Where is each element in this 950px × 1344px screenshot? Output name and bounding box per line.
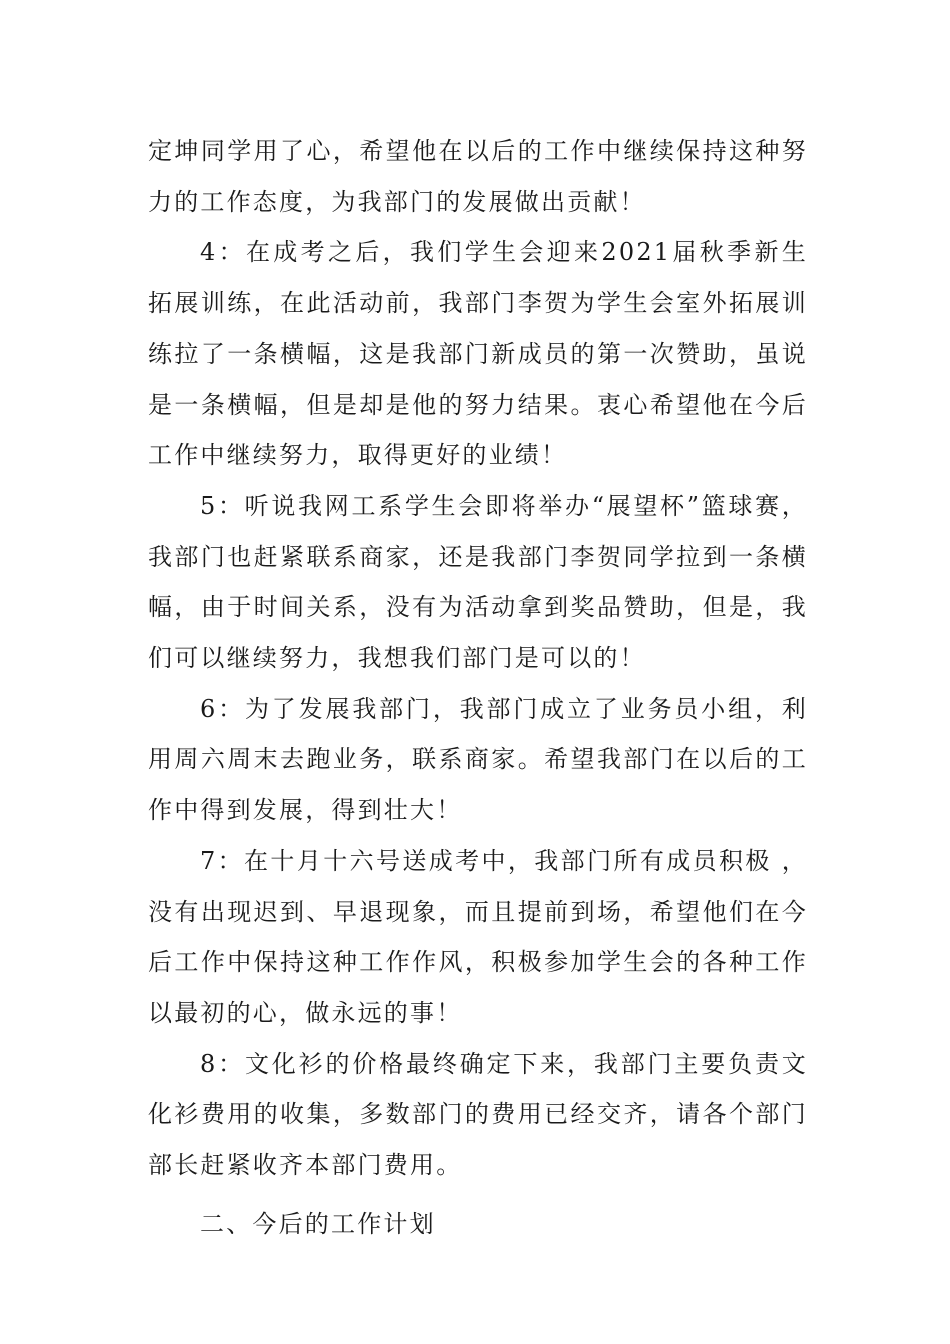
paragraph-continuation: 定坤同学用了心，希望他在以后的工作中继续保持这种努力的工作态度，为我部门的发展做出贡献！	[148, 137, 808, 216]
section-heading: 二、今后的工作计划	[200, 1209, 436, 1238]
document-body	[148, 126, 808, 1249]
paragraph-item-4: 4：在成考之后，我们学生会迎来2021届秋季新生拓展训练，在此活动前，我部门李贺为学生会室外拓展训练拉了一条横幅，这是我部门新成员的第一次赞助，虽说是一条横幅，但是却是他的努力结果。衷心希望他在今后工作中继续努力，取得更好的业绩！	[148, 238, 808, 470]
paragraph-item-5: 5：听说我网工系学生会即将举办“展望杯”篮球赛，我部门也赶紧联系商家，还是我部门李贺同学拉到一条横幅，由于时间关系，没有为活动拿到奖品赞助，但是，我们可以继续努力，我想我们部门是可以的！	[148, 491, 808, 673]
paragraph-item-8: 8：文化衫的价格最终确定下来，我部门主要负责文化衫费用的收集，多数部门的费用已经交齐，请各个部门部长赶紧收齐本部门费用。	[148, 1049, 808, 1180]
paragraph-item-6: 6：为了发展我部门，我部门成立了业务员小组，利用周六周末去跑业务，联系商家。希望我部门在以后的工作中得到发展，得到壮大！	[148, 694, 808, 825]
paragraph-item-7: 7：在十月十六号送成考中，我部门所有成员积极 ，没有出现迟到、早退现象，而且提前到场，希望他们在今后工作中保持这种工作作风，积极参加学生会的各种工作以最初的心，做永远的事！	[148, 846, 808, 1027]
